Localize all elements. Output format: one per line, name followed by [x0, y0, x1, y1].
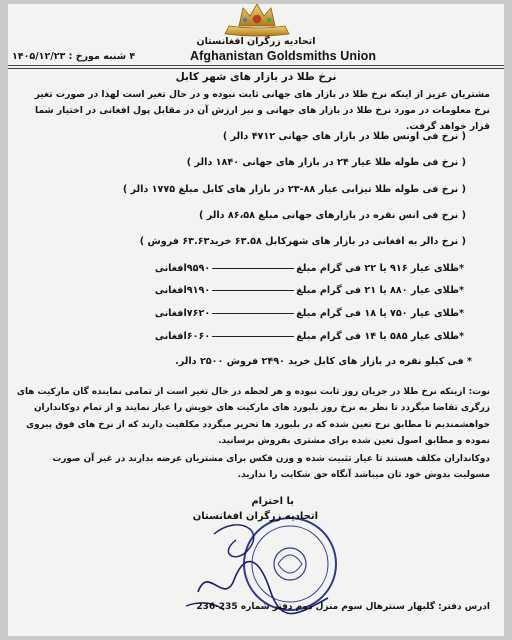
document-date: ۴ شنبه مورخ : ۱۴۰۵/۱۲/۲۳ [12, 51, 136, 62]
union-name-persian: اتحادیه زرگران افغانستان [196, 36, 316, 47]
rate-line: ( نرخ فی اونس طلا در بازار های جهانی ۴۷۱۲ دالر ) [222, 131, 466, 142]
office-address: ادرس دفتر: گلبهار سنترهال سوم منزل دوم دفتر شماره 235-236 [196, 602, 490, 612]
fill-line [212, 290, 294, 291]
karat-price: ۶۰۶۰افغانی [154, 331, 211, 342]
karat-label: *طلای عیار ۹۱۶ یا ۲۲ فی گرام مبلغ [296, 263, 464, 274]
karat-label: *طلای عیار ۸۸۰ یا ۲۱ فی گرام مبلغ [296, 285, 464, 296]
rate-line: ( نرخ دالر به افغانی در بازار های شهرکابل ۶۳.۵۸ خرید۶۳.۶۳ فروش ) [139, 236, 466, 247]
karat-price: ۹۵۹۰افغانی [154, 263, 211, 274]
karat-price: ۷۶۲۰افغانی [154, 308, 211, 319]
silver-price-line: * فی کیلو نقره در بازار های کابل خرید ۲۴۹۰ فروش ۲۵۰۰ دالر. [175, 356, 472, 367]
intro-paragraph: مشتریان عزیز از اینکه نرخ طلا در بازار های جهانی ثابت نبوده و در حال تغیر است لهذا در صورت تغیر نرخ معلومات در مورد نرخ طلا در بازار های جهانی و نیز ارزش آن در مقابل پول افغانی در اختیار شما قرار خواهد گرفت. [34, 89, 490, 132]
regards-text: با احترام [251, 496, 294, 507]
karat-price-row [155, 263, 464, 274]
karat-price: ۹۱۹۰افغانی [154, 285, 211, 296]
goldsmiths-union-emblem-icon [215, 4, 299, 38]
signature-union-name: اتحادیه زرگران افغانستان [192, 511, 318, 522]
rate-line: ( نرخ فی انس نقره در بازارهای جهانی مبلغ ۸۶،۵۸ دالر ) [199, 210, 466, 221]
note-paragraph: نوت: ازینکه نرخ طلا در جریان روز ثابت نبوده و هر لحظه در حال تغیر است از تمامی نماینده گان مارکیت های زرگری تقاضا میگردد تا نظر به نرخ روز بلبورد های مارکیت های خویش را عیار نمایند و از تمام دوکانداران خواهشمندیم تا مطابق نرخ تعین شده که در بلبورد ها تحریر میگردد مکلفیت دارند که از نرخ های فوق پیروی نموده و مطابق اصول تعین شده برای مشتری بفروش برسانید. [16, 387, 490, 447]
header-divider-thin [8, 68, 504, 69]
fill-line [212, 313, 294, 314]
karat-label: *طلای عیار ۵۸۵ یا ۱۴ فی گرام مبلغ [296, 331, 464, 342]
header-divider [8, 65, 504, 66]
dealers-paragraph: دوکانداران مکلف هستند تا عیار تثبیت شده و وزن فکس برای مشتریان عرضه بدارند در غیر آن صورت مسولیت بدوش خود تان میباشد آنگاه حق شکایت را ندارید. [52, 454, 490, 481]
karat-price-row [155, 331, 464, 342]
rate-line: ( نرخ فی طوله طلا عیار ۲۴ در بازار های جهانی ۱۸۴۰ دالر ) [186, 157, 466, 168]
document-title: نرخ طلا در بازار های شهر کابل [175, 71, 337, 83]
karat-price-row [155, 285, 464, 296]
karat-label: *طلای عیار ۷۵۰ یا ۱۸ فی گرام مبلغ [296, 308, 464, 319]
rate-line: ( نرخ فی طوله طلا تیزابی عیار ۸۸-۲۳ در بازار های کابل مبلغ ۱۷۷۵ دالر ) [122, 184, 466, 195]
union-name-english: Afghanistan Goldsmiths Union [190, 49, 377, 63]
document-page [8, 4, 504, 636]
fill-line [212, 336, 294, 337]
fill-line [212, 268, 294, 269]
karat-price-row [155, 308, 464, 319]
